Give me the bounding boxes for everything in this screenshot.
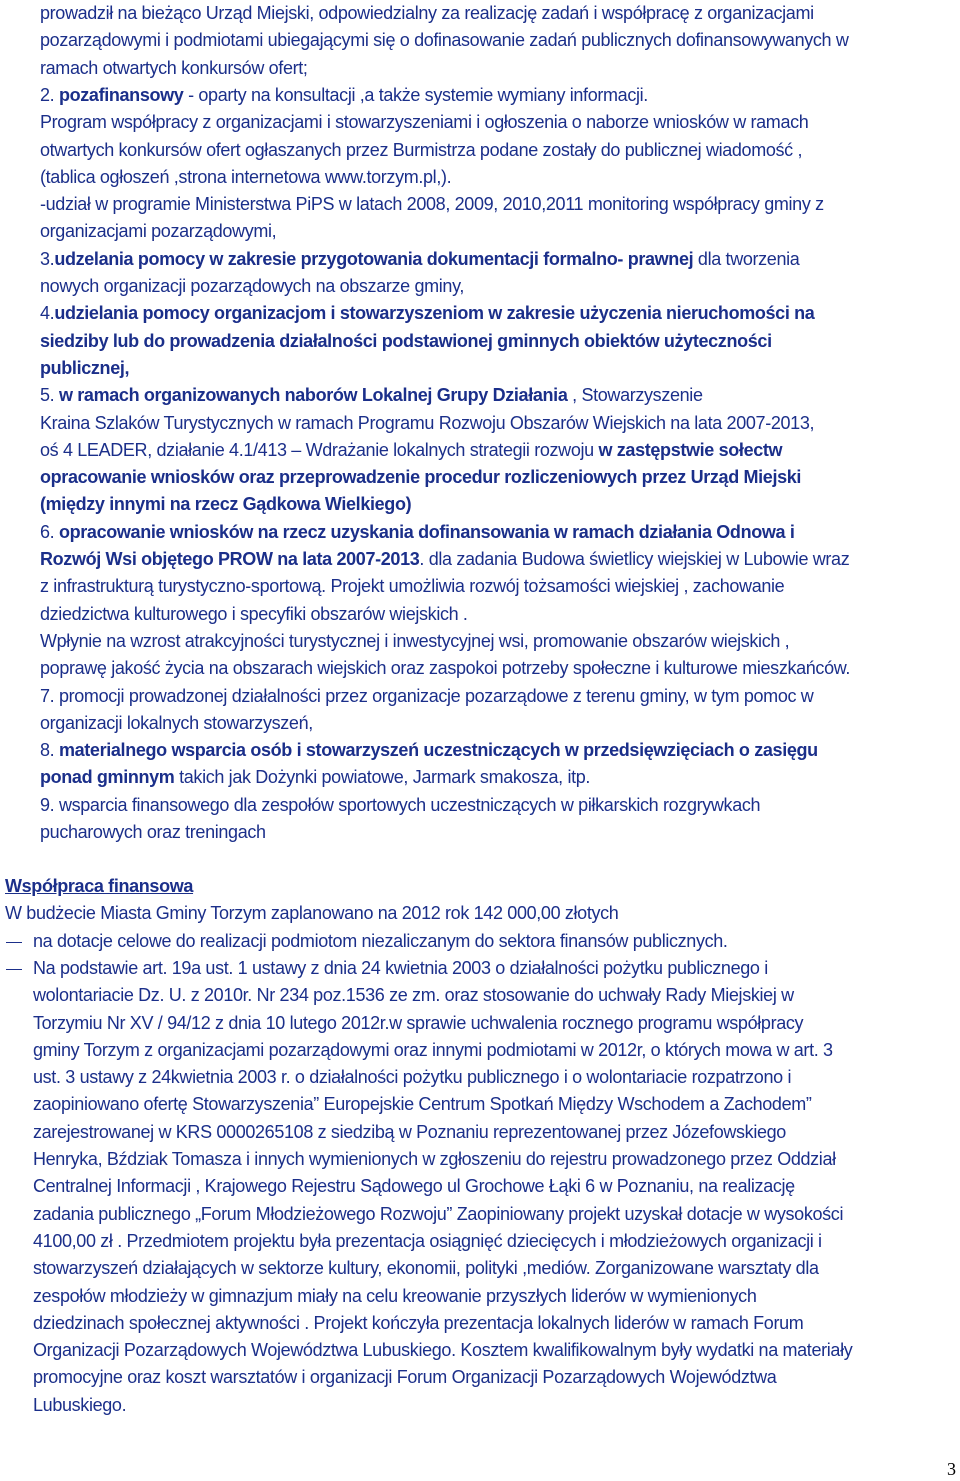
budget-line: W budżecie Miasta Gminy Torzym zaplanowano na 2012 rok 142 000,00 złotych — [5, 903, 619, 924]
text-run: 5. — [40, 385, 59, 406]
bullet-line: Henryka, Bździak Tomasza i innych wymienionych w zgłoszeniu do rejestru prowadzonego przez Oddział — [33, 1149, 836, 1169]
bullet-line: ust. 3 ustawy z 24kwietnia 2003 r. o działalności pożytku publicznego i o wolontariacie rozpatrzono i — [33, 1067, 792, 1088]
bullet-line: promocyjne oraz koszt warsztatów i organizacji Forum Organizacji Pozarządowych Województwa — [33, 1367, 777, 1388]
text-run: 3. — [40, 248, 55, 269]
bullet-line: wolontariacie Dz. U. z 2010r. Nr 234 poz.1536 ze zm. oraz stosowanie do uchwały Rady Miejskiej w — [33, 985, 794, 1006]
paragraph-line: nowych organizacji pozarządowych na obszarze gminy, — [40, 276, 465, 296]
paragraph-line: publicznej, — [40, 357, 130, 378]
text-run: ponad gminnym — [40, 767, 175, 788]
text-run: udzielania pomocy organizacjom i stowarzyszeniom w zakresie użyczenia nieruchomości na — [54, 303, 815, 324]
paragraph-line: (tablica ogłoszeń ,strona internetowa www.torzym.pl,). — [40, 166, 452, 187]
bullet-line: stowarzyszeń działających w sektorze kultury, ekonomii, polityki ,mediów. Zorganizowane warsztaty dla — [33, 1258, 819, 1279]
text-run: Rozwój Wsi objętego PROW na lata 2007-2013 — [40, 549, 420, 569]
paragraph-line — [40, 382, 703, 409]
bullet-line: zarejestrowanej w KRS 0000265108 z siedzibą w Poznaniu reprezentowanej przez Józefowskiego — [33, 1121, 786, 1142]
text-run: w zastępstwie sołectw — [598, 439, 783, 460]
text-run: 2. — [40, 84, 59, 105]
paragraph-line: dziedzictwa kulturowego i specyfiki obszarów wiejskich . — [40, 603, 468, 624]
paragraph-line: Kraina Szlaków Turystycznych w ramach Programu Rozwoju Obszarów Wiejskich na lata 2007-2013, — [40, 412, 815, 433]
paragraph-line: Wpłynie na wzrost atrakcyjności turystycznej i inwestycyjnej wsi, promowanie obszarów wiejskich , — [40, 630, 790, 651]
paragraph-line: poprawę jakość życia na obszarach wiejskich oraz zaspokoi potrzeby społeczne i kulturowe mieszkańców. — [40, 658, 851, 679]
paragraph-line: ramach otwartych konkursów ofert; — [40, 57, 308, 78]
paragraph-line: 7. promocji prowadzonej działalności przez organizacje pozarządowe z terenu gminy, w tym pomoc w — [40, 685, 814, 706]
bullet-line: zadania publicznego „Forum Młodzieżowego Rozwoju” Zaopiniowany projekt uzyskał dotacje w wysokości — [33, 1203, 844, 1224]
text-run: w ramach organizowanych naborów Lokalnej Grupy Działania — [58, 385, 568, 406]
paragraph-line: (między innymi na rzecz Gądkowa Wielkiego) — [40, 494, 412, 515]
paragraph-line — [40, 300, 814, 327]
page-number: 3 — [947, 1459, 956, 1479]
paragraph-line: -udział w programie Ministerstwa PiPS w latach 2008, 2009, 2010,2011 monitoring współpracy gminy z — [40, 194, 824, 215]
text-run: , Stowarzyszenie — [567, 385, 703, 406]
text-run: udzelania pomocy w zakresie przygotowania dokumentacji formalno- prawnej — [54, 248, 694, 269]
paragraph-line: opracowanie wniosków oraz przeprowadzenie procedur rozliczeniowych przez Urząd Miejski — [40, 467, 802, 488]
bullet-line: Lubuskiego. — [33, 1394, 127, 1415]
paragraph-line: Program współpracy z organizacjami i stowarzyszeniami i ogłoszenia o naborze wniosków w ramach — [40, 112, 809, 133]
text-run: dla tworzenia — [693, 248, 800, 269]
text-run: takich jak Dożynki powiatowe, Jarmark smakosza, itp. — [174, 767, 591, 788]
text-run: 8. — [40, 740, 59, 761]
bullet-line: Organizacji Pozarządowych Województwa Lubuskiego. Kosztem kwalifikowalnym były wydatki na materiały — [33, 1340, 853, 1361]
text-run: materialnego wsparcia osób i stowarzyszeń uczestniczących w przedsięwzięciach o zasięgu — [58, 740, 818, 761]
paragraph-line — [40, 519, 794, 546]
paragraph-line: siedziby lub do prowadzenia działalności podstawionej gminnych obiektów użyteczności — [40, 330, 772, 351]
bullet-line: na dotacje celowe do realizacji podmiotom niezaliczanym do sektora finansów publicznych. — [33, 930, 728, 951]
paragraph-line: pucharowych oraz treningach — [40, 822, 266, 842]
bullet-line: Na podstawie art. 19a ust. 1 ustawy z dnia 24 kwietnia 2003 o działalności pożytku publicznego i — [33, 957, 768, 978]
bullet-line: zespołów młodzieży w gimnazjum miały na celu kreowanie przyszłych liderów w wymienionych — [33, 1285, 757, 1306]
paragraph-line: organizacjami pozarządowymi, — [40, 221, 277, 242]
dash-bullet-icon — [6, 969, 22, 970]
bullet-line: Torzymiu Nr XV / 94/12 z dnia 10 lutego 2012r.w sprawie uchwalenia rocznego programu współpracy — [33, 1012, 804, 1033]
paragraph-line: otwartych konkursów ofert ogłaszanych przez Burmistrza podane zostały do publicznej wiadomość , — [40, 139, 803, 160]
text-run: pozafinansowy — [58, 84, 184, 105]
text-run: 6. — [40, 521, 59, 542]
paragraph-line — [40, 246, 799, 273]
text-run: 4. — [40, 303, 55, 324]
bullet-line: gminy Torzym z organizacjami pozarządowymi oraz innymi podmiotami w 2012r, o których mowa w art. 3 — [33, 1039, 833, 1060]
text-run: - oparty na konsultacji ,a także systemie wymiany informacji. — [183, 84, 648, 105]
paragraph-line — [40, 82, 648, 109]
paragraph-line: pozarządowymi i podmiotami ubiegającymi się o dofinasowanie zadań publicznych dofinansowywanych w — [40, 30, 849, 51]
paragraph-line: organizacji lokalnych stowarzyszeń, — [40, 712, 313, 733]
bullet-line: 4100,00 zł . Przedmiotem projektu była prezentacja osiągnięć dziecięcych i młodzieżowych organizacji i — [33, 1230, 822, 1251]
text-run: opracowanie wniosków na rzecz uzyskania dofinansowania w ramach działania Odnowa i — [58, 521, 795, 542]
dash-bullet-icon — [6, 942, 22, 943]
paragraph-line — [40, 546, 849, 573]
bullet-line: zaopiniowano ofertę Stowarzyszenia” Europejskie Centrum Spotkań Między Wschodem a Zachodem” — [33, 1094, 812, 1115]
bullet-line: Centralnej Informacji , Krajowego Rejestru Sądowego ul Grochowe Łąki 6 w Poznaniu, na realizację — [33, 1176, 795, 1197]
text-run: . dla zadania Budowa świetlicy wiejskiej w Lubowie wraz — [419, 549, 850, 569]
paragraph-line — [40, 764, 590, 791]
paragraph-line: z infrastrukturą turystyczno-sportową. Projekt umożliwia rozwój tożsamości wiejskiej , zachowanie — [40, 576, 785, 597]
text-run: oś 4 LEADER, działanie 4.1/413 – Wdrażanie lokalnych strategii rozwoju — [40, 439, 599, 460]
paragraph-line — [40, 437, 782, 464]
paragraph-line — [40, 737, 818, 764]
section-heading: Współpraca finansowa — [5, 876, 194, 896]
paragraph-line: 9. wsparcia finansowego dla zespołów sportowych uczestniczących w piłkarskich rozgrywkach — [40, 794, 761, 815]
bullet-line: dziedzinach społecznej aktywności . Projekt kończyła prezentacja lokalnych liderów w ramach Forum — [33, 1312, 804, 1333]
paragraph-line: prowadził na bieżąco Urząd Miejski, odpowiedzialny za realizację zadań i współpracę z organizacjami — [40, 3, 814, 23]
